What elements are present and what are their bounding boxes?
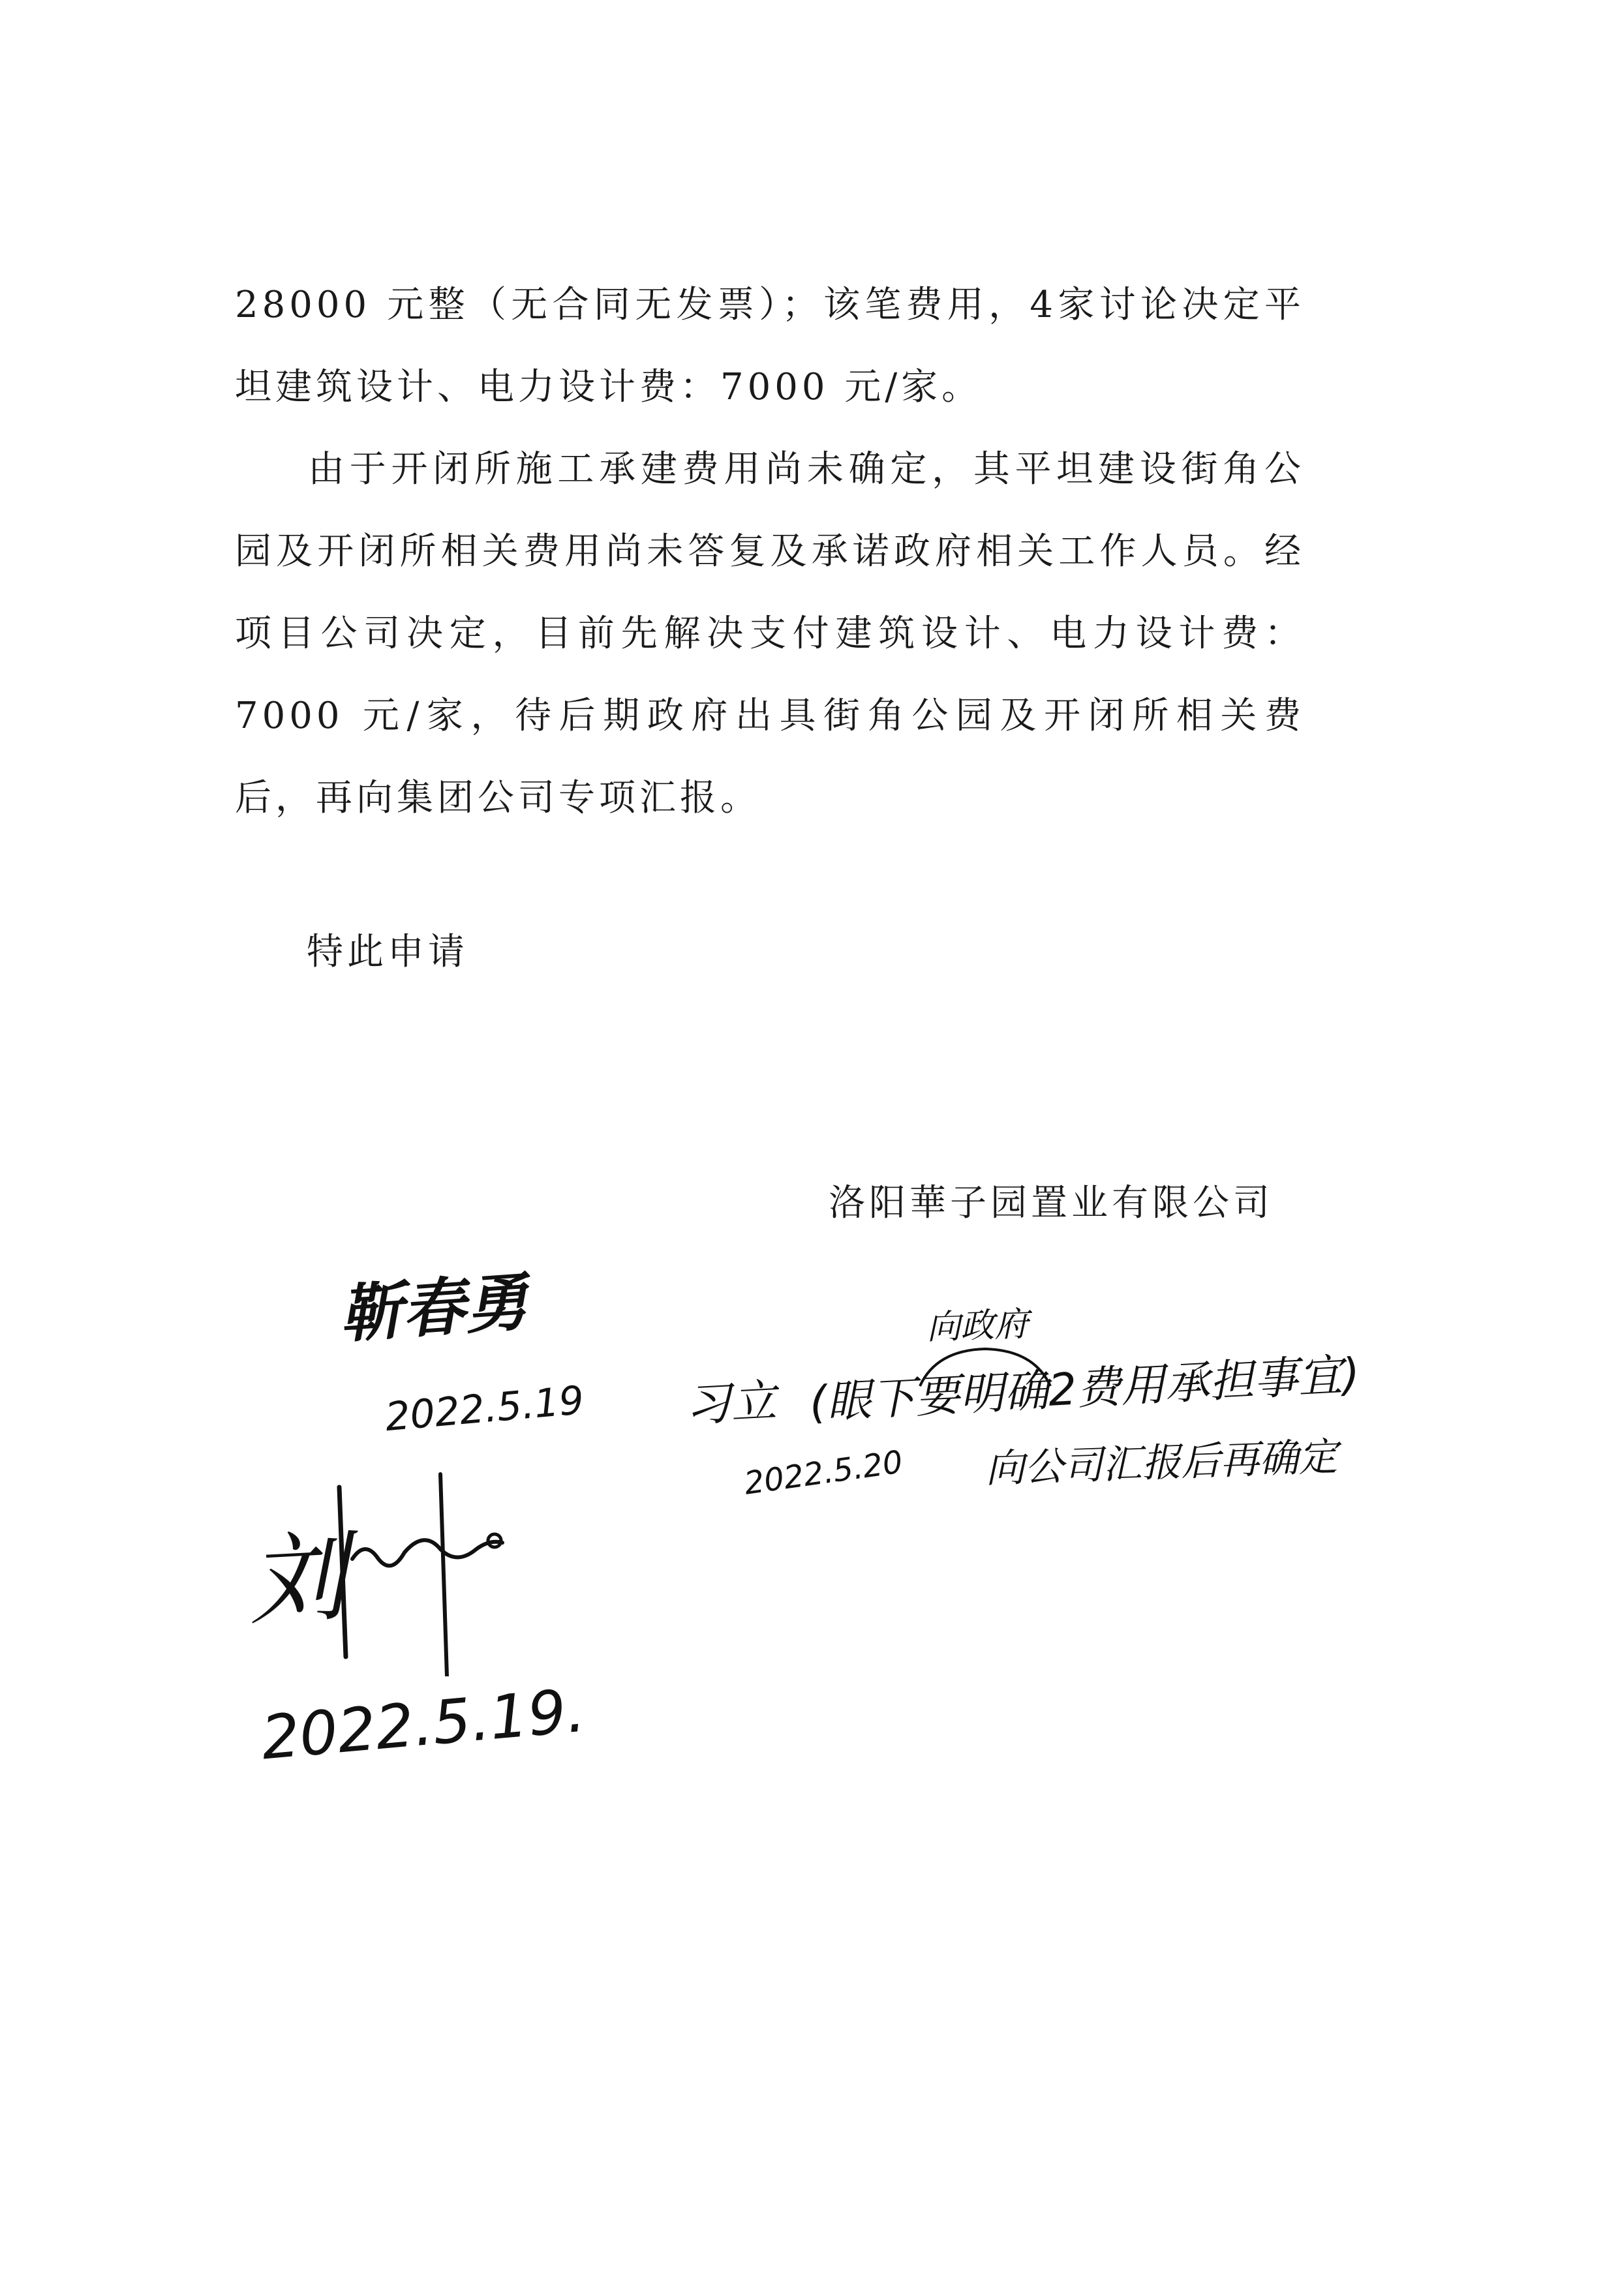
handwritten-signature-b: 习立 <box>684 1374 778 1432</box>
handwritten-date-c: 2022.5.19. <box>258 1675 588 1774</box>
signature-stroke-icon <box>326 1461 509 1676</box>
closing-line: 特此申请 <box>307 931 468 973</box>
paragraph-1: 28000 元整（无合同无发票）；该笔费用，4家讨论决定平坦建筑设计、电力设计费：7000 元/家。 <box>235 284 1305 408</box>
handwritten-note-line-2: 向公司汇报后再确定 <box>985 1434 1339 1492</box>
handwritten-signature-a: 靳春勇 <box>337 1265 530 1352</box>
handwritten-signature-c: 刘 <box>245 1520 350 1639</box>
handwritten-date-b: 2022.5.20 <box>742 1443 906 1502</box>
company-name: 洛阳華子园置业有限公司 <box>829 1182 1274 1224</box>
paragraph-2: 由于开闭所施工承建费用尚未确定，其平坦建设街角公园及开闭所相关费用尚未答复及承诺政府相关工作人员。经项目公司决定，目前先解决支付建筑设计、电力设计费：7000 元/家，待后期政府出具街角公园及开闭所相关费后，再向集团公司专项汇报。 <box>235 448 1305 819</box>
body-text <box>235 264 1305 839</box>
handwritten-date-a: 2022.5.19 <box>383 1377 586 1441</box>
handwritten-note-insert: 向政府 <box>926 1305 1030 1348</box>
handwritten-note-line-1: (眼下要明确2费用承担事宜) <box>808 1348 1362 1430</box>
